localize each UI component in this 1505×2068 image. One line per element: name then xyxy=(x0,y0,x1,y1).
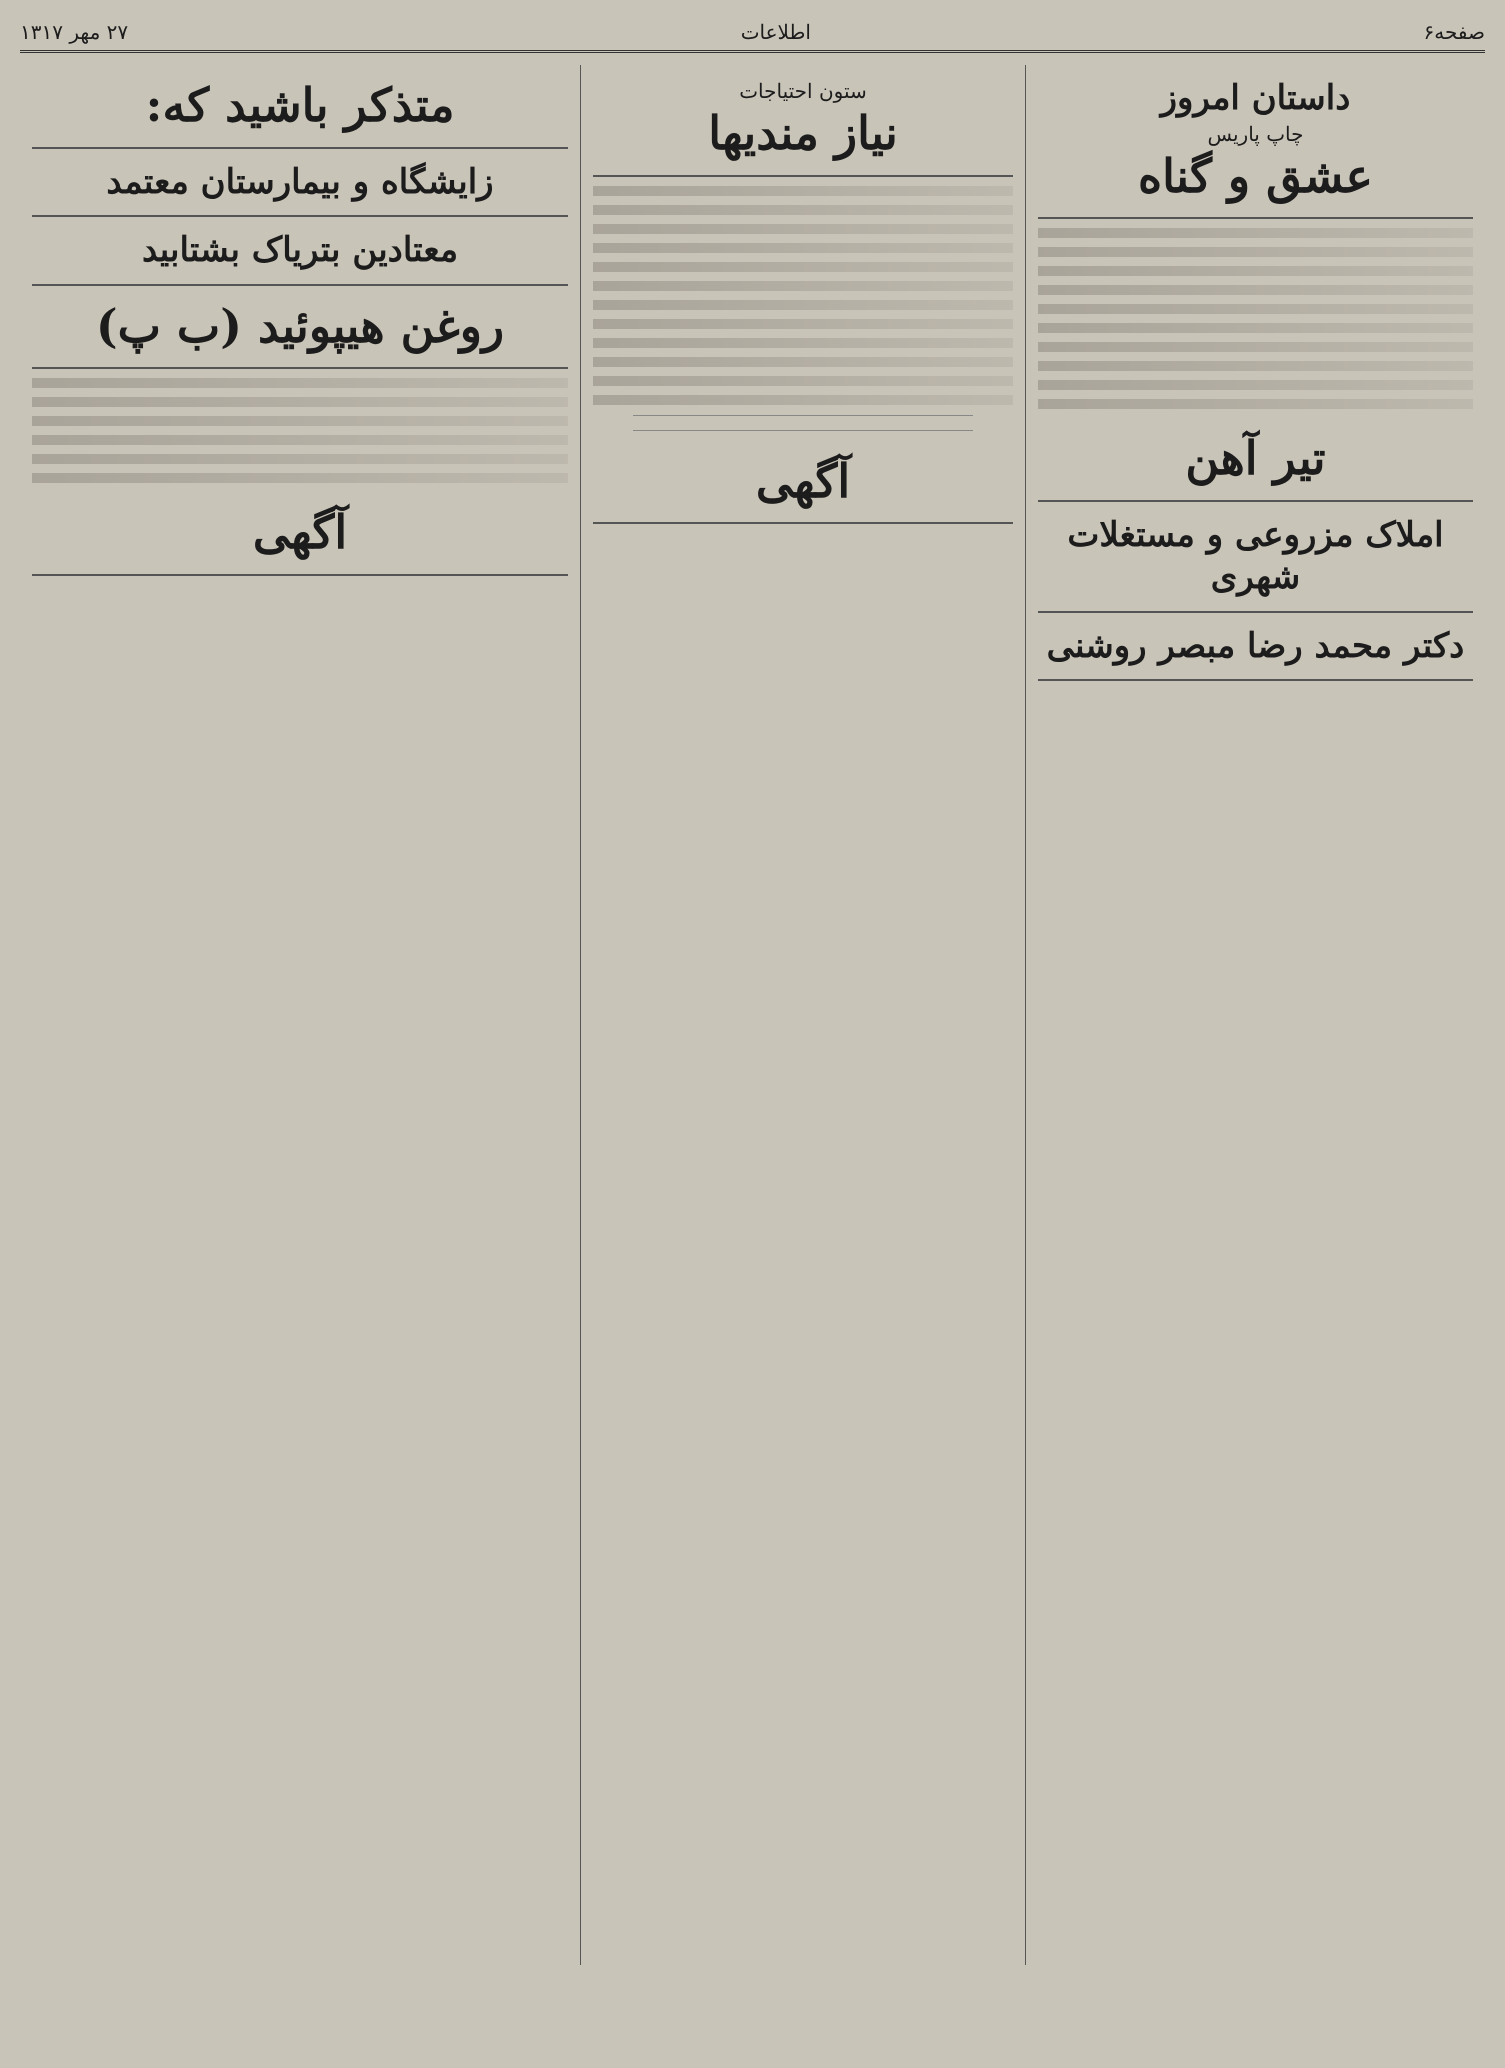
column-middle xyxy=(580,65,1025,1965)
ad-properties: املاک مزروعی و مستغلات شهری xyxy=(1067,514,1444,597)
ad-hypoid-body xyxy=(32,378,568,483)
column-label: داستان امروز xyxy=(1160,78,1351,118)
newspaper-title: اطلاعات xyxy=(740,20,811,44)
ad-hypoid-oil: روغن هیپوئید (ب پ) xyxy=(95,298,505,353)
masthead xyxy=(20,20,1485,53)
ad-opium-treatment: معتادین بتریاک بشتابید xyxy=(141,230,459,270)
ad-steel-beams: تیر آهن xyxy=(1185,431,1326,485)
column-right xyxy=(1025,65,1485,1965)
newspaper-page xyxy=(20,20,1485,2028)
ad-doctor: دکتر محمد رضا مبصر روشنی xyxy=(1046,625,1465,666)
ornament-divider xyxy=(633,415,973,431)
section-title: نیاز مندیها xyxy=(708,106,898,160)
ad-notice-left: آگهی xyxy=(252,505,348,559)
story-body xyxy=(1038,228,1473,409)
ad-hospital: زایشگاه و بیمارستان معتمد xyxy=(106,161,494,202)
issue-date: ۲۷ مهر ۱۳۱۷ xyxy=(20,20,129,44)
page-number: صفحه۶ xyxy=(1423,20,1485,44)
story-title: عشق و گناه xyxy=(1138,148,1373,203)
story-source: چاپ پاریس xyxy=(1207,121,1304,146)
notice-header: متذکر باشید که: xyxy=(145,78,455,132)
ad-notice-title: آگهی xyxy=(755,453,851,508)
section-label: ستون احتیاجات xyxy=(739,79,867,103)
column-left xyxy=(20,65,580,1965)
classifieds-body xyxy=(593,186,1013,405)
